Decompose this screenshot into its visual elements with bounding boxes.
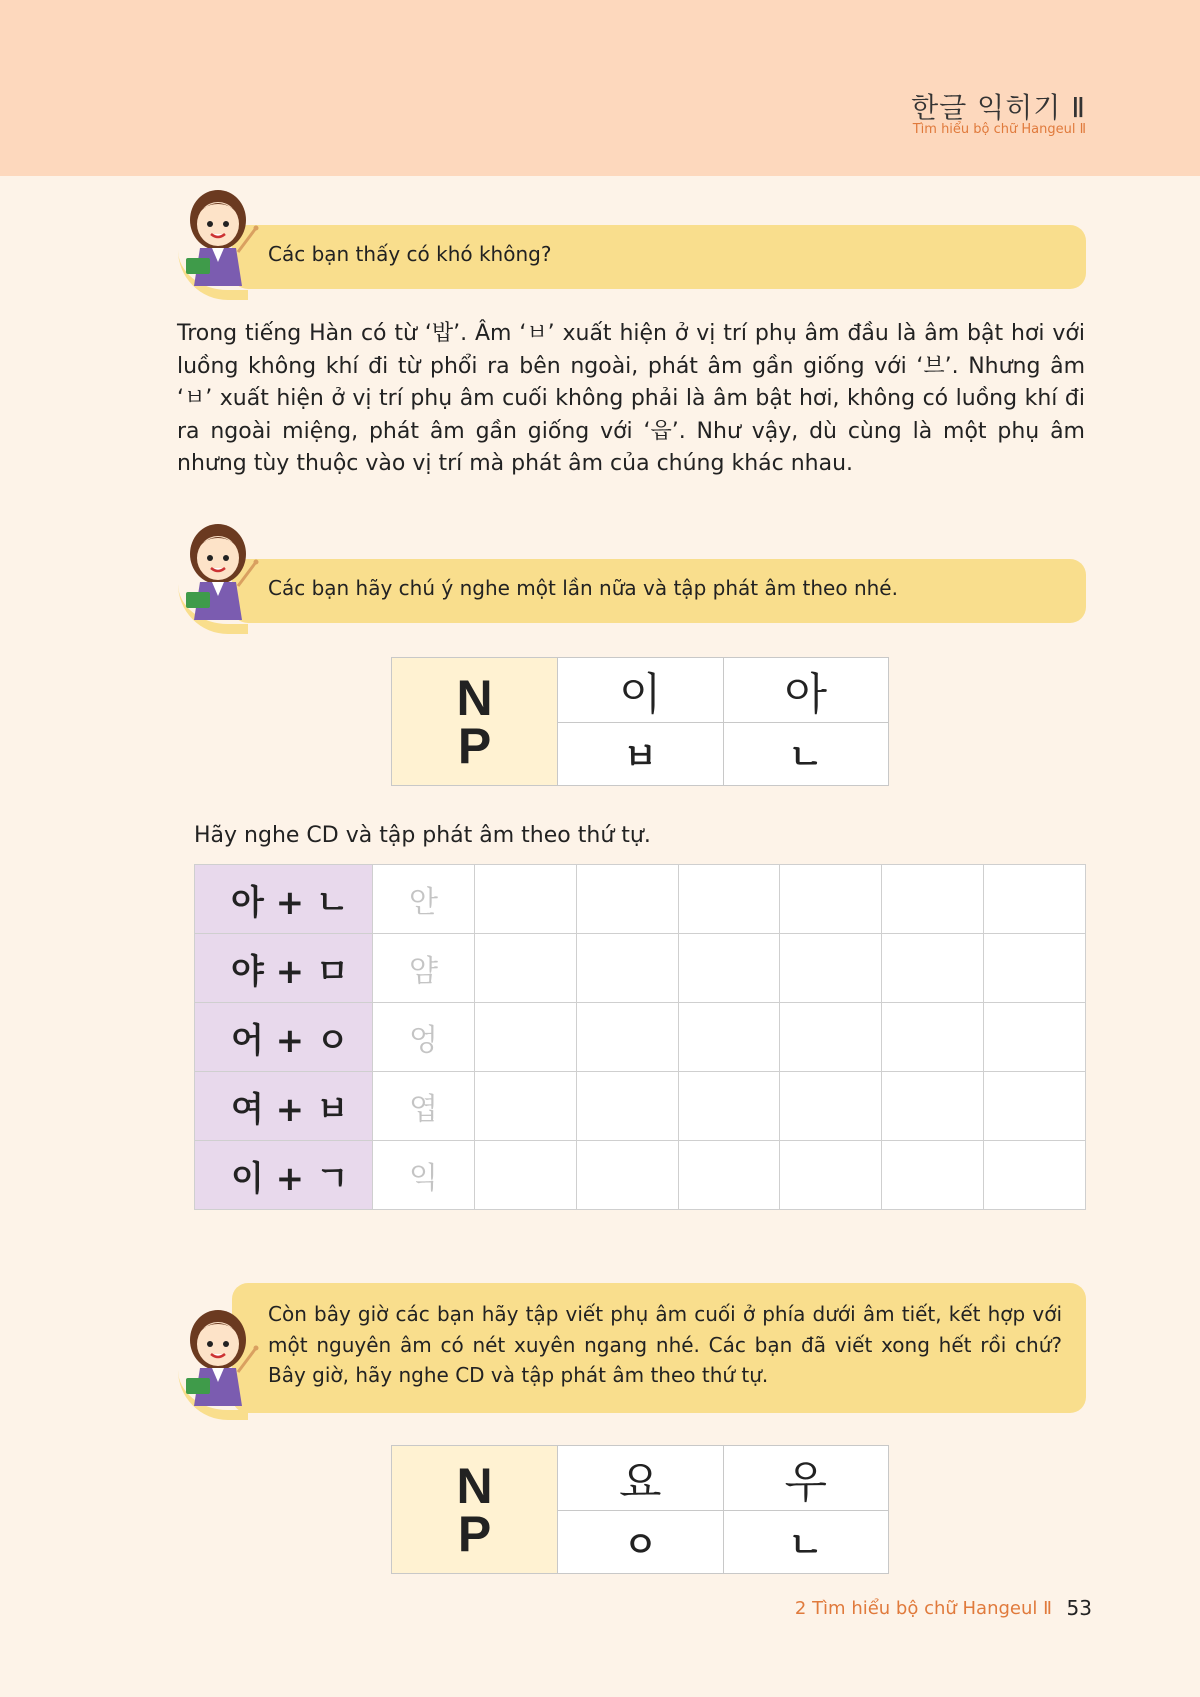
writing-cell[interactable] [882,1141,984,1210]
chapter-title: 한글 익히기 Ⅱ [911,91,1086,124]
np-p-label: P [457,717,492,774]
instruction-text: Hãy nghe CD và tập phát âm theo thứ tự. [194,823,651,848]
writing-cell[interactable] [475,1003,577,1072]
vowel-cell: 요 [558,1446,724,1511]
writing-cell[interactable] [882,865,984,934]
explanation-paragraph: Trong tiếng Hàn có từ ‘밥’. Âm ‘ㅂ’ xuất hiện ở vị trí phụ âm đầu là âm bật hơi với luồng không khí đi từ phổi ra bên ngoài, phát âm gần giống với ‘브’. Nhưng âm ‘ㅂ’ xuất hiện ở vị trí phụ âm cuối không phải là âm bật hơi, không có luồng khí đi ra ngoài miệng, phát âm gần giống với ‘읍’. Như vậy, dù cùng là một phụ âm nhưng tùy thuộc vào vị trí mà phát âm của chúng khác nhau. [177,321,1085,476]
np-table [391,1445,889,1574]
final-consonant-cell: ㄴ [723,723,889,786]
writing-cell[interactable] [882,1003,984,1072]
writing-cell[interactable] [780,1072,882,1141]
vowel-cell: 이 [558,658,724,723]
np-label [392,1446,558,1574]
final-consonant-cell: ㅂ [558,723,724,786]
writing-cell[interactable] [882,1072,984,1141]
final-consonant-cell: ㄴ [723,1511,889,1574]
writing-cell[interactable] [780,1141,882,1210]
trace-syllable: 얌 [373,934,475,1003]
writing-cell[interactable] [678,1141,780,1210]
writing-cell[interactable] [475,1072,577,1141]
np-n-label: N [456,1457,493,1514]
trace-syllable: 엽 [373,1072,475,1141]
syllable-formula: 여 + ㅂ [195,1072,373,1141]
writing-cell[interactable] [576,865,678,934]
writing-cell[interactable] [678,865,780,934]
writing-cell[interactable] [984,1003,1086,1072]
practice-row [195,865,1086,934]
syllable-formula: 아 + ㄴ [195,865,373,934]
practice-table [194,864,1086,1210]
writing-cell[interactable] [984,1141,1086,1210]
writing-cell[interactable] [984,1072,1086,1141]
final-consonant-cell: ㅇ [558,1511,724,1574]
np-n-label: N [456,669,493,726]
practice-row [195,1141,1086,1210]
practice-row [195,934,1086,1003]
np-label [392,658,558,786]
writing-cell[interactable] [576,934,678,1003]
trace-syllable: 엉 [373,1003,475,1072]
trace-syllable: 안 [373,865,475,934]
writing-cell[interactable] [984,865,1086,934]
teacher-icon [180,516,262,628]
trace-syllable: 익 [373,1141,475,1210]
writing-cell[interactable] [882,934,984,1003]
writing-cell[interactable] [576,1141,678,1210]
syllable-formula: 이 + ㄱ [195,1141,373,1210]
chapter-subtitle: Tìm hiểu bộ chữ Hangeul Ⅱ [912,122,1086,137]
writing-cell[interactable] [475,865,577,934]
syllable-formula: 어 + ㅇ [195,1003,373,1072]
writing-cell[interactable] [678,934,780,1003]
teacher-icon [180,1302,262,1414]
speech-bubble [232,225,1086,289]
bubble-text: Các bạn hãy chú ý nghe một lần nữa và tập phát âm theo nhé. [268,576,898,600]
writing-cell[interactable] [576,1003,678,1072]
writing-cell[interactable] [475,1141,577,1210]
writing-cell[interactable] [780,1003,882,1072]
writing-cell[interactable] [678,1072,780,1141]
writing-cell[interactable] [475,934,577,1003]
practice-row [195,1003,1086,1072]
writing-cell[interactable] [678,1003,780,1072]
writing-cell[interactable] [780,865,882,934]
speech-bubble [232,1283,1086,1413]
vowel-cell: 우 [723,1446,889,1511]
np-p-label: P [457,1505,492,1562]
speech-bubble [232,559,1086,623]
np-table [391,657,889,786]
bubble-text: Còn bây giờ các bạn hãy tập viết phụ âm cuối ở phía dưới âm tiết, kết hợp với một nguyên âm có nét xuyên ngang nhé. Các bạn đã viết xong hết rồi chứ? Bây giờ, hãy nghe CD và tập phát âm theo thứ tự. [268,1302,1062,1387]
vowel-cell: 아 [723,658,889,723]
writing-cell[interactable] [780,934,882,1003]
page-number: 53 [1066,1596,1092,1620]
footer-section: 2 Tìm hiểu bộ chữ Hangeul Ⅱ [794,1598,1052,1619]
teacher-icon [180,182,262,294]
practice-row [195,1072,1086,1141]
writing-cell[interactable] [984,934,1086,1003]
page-header [0,0,1200,176]
syllable-formula: 야 + ㅁ [195,934,373,1003]
writing-cell[interactable] [576,1072,678,1141]
bubble-text: Các bạn thấy có khó không? [268,242,552,266]
